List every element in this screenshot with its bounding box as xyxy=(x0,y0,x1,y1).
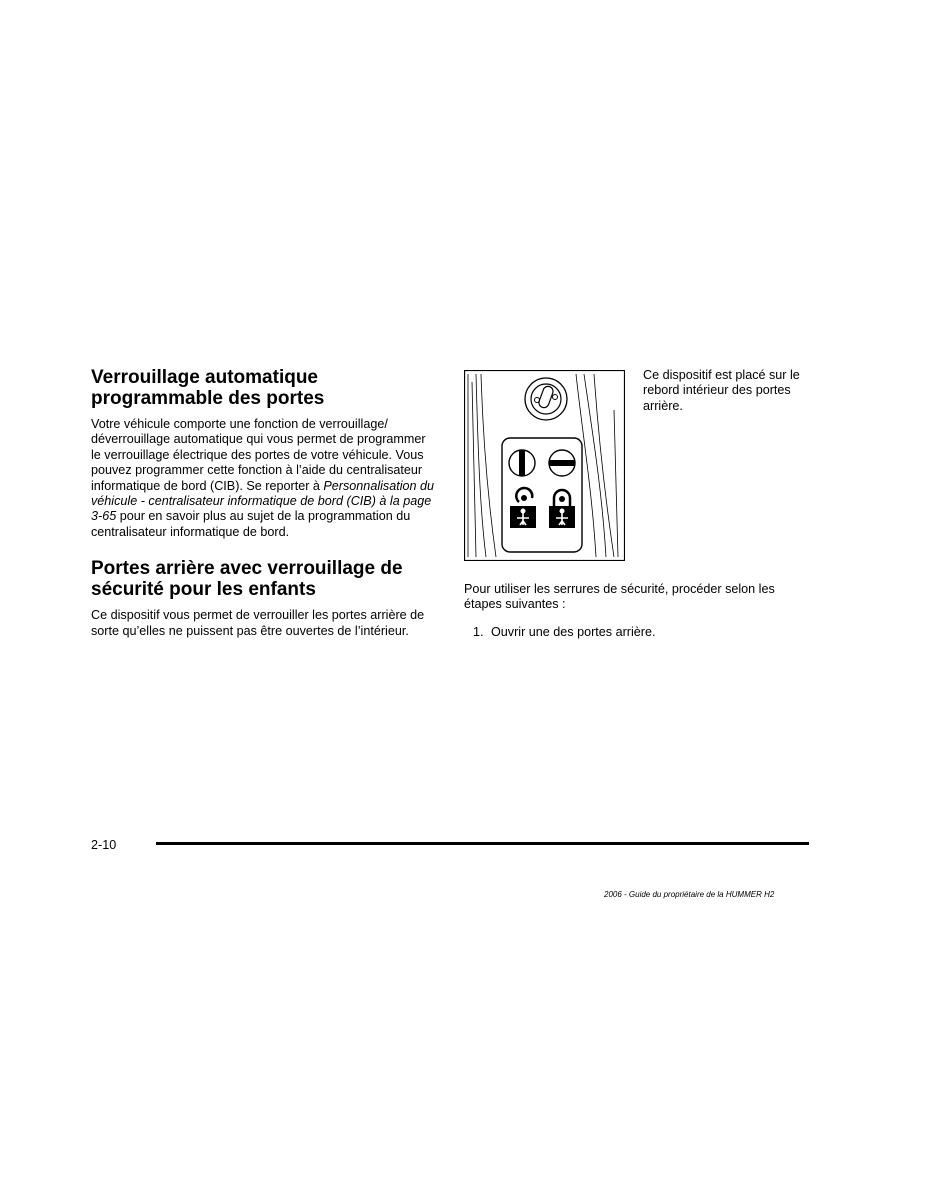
cross-reference-link[interactable]: Personnalisation du véhicule - centralisateur informatique de bord (CIB) à la page 3-65 xyxy=(91,478,435,524)
lock-horizontal-knob-icon xyxy=(549,450,575,476)
section-title-auto-lock: Verrouillage automatique programmable des portes xyxy=(91,367,325,409)
procedure-intro: Pour utiliser les serrures de sécurité, procéder selon les étapes suivantes : xyxy=(464,582,775,612)
section-body-auto-lock xyxy=(91,417,436,540)
child-lock-illustration xyxy=(464,370,625,561)
figure-caption: Ce dispositif est placé sur le rebord intérieur des portes arrière. xyxy=(643,368,800,413)
section-body-child-locks: Ce dispositif vous permet de verrouiller les portes arrière de sorte qu’elles ne puissent pas être ouvertes de l’intérieur. xyxy=(91,608,425,638)
page-divider xyxy=(156,842,809,845)
page-number: 2-10 xyxy=(91,838,117,852)
list-item xyxy=(473,625,656,640)
page-footer: 2006 - Guide du propriétaire de la HUMMER H2 xyxy=(604,890,775,899)
body-text: Votre véhicule comporte une fonction de verrouillage/ déverrouillage automatique qui vous permet de programmer le verrouillage électrique des portes de votre véhicule. Vous pouvez programmer cette fonction à l’aide du centralisateur informatique de bord (CIB). Se reporter à xyxy=(91,417,426,493)
lock-vertical-knob-icon xyxy=(509,450,535,476)
body-text-end: pour en savoir plus au sujet de la programmation du centralisateur informatique de bord. xyxy=(91,509,411,539)
left-column xyxy=(91,367,436,639)
step-number: 1. xyxy=(473,625,484,639)
door-latch-icon xyxy=(525,378,567,420)
step-text: Ouvrir une des portes arrière. xyxy=(491,625,656,639)
section-title-child-locks: Portes arrière avec verrouillage de sécurité pour les enfants xyxy=(91,558,403,601)
